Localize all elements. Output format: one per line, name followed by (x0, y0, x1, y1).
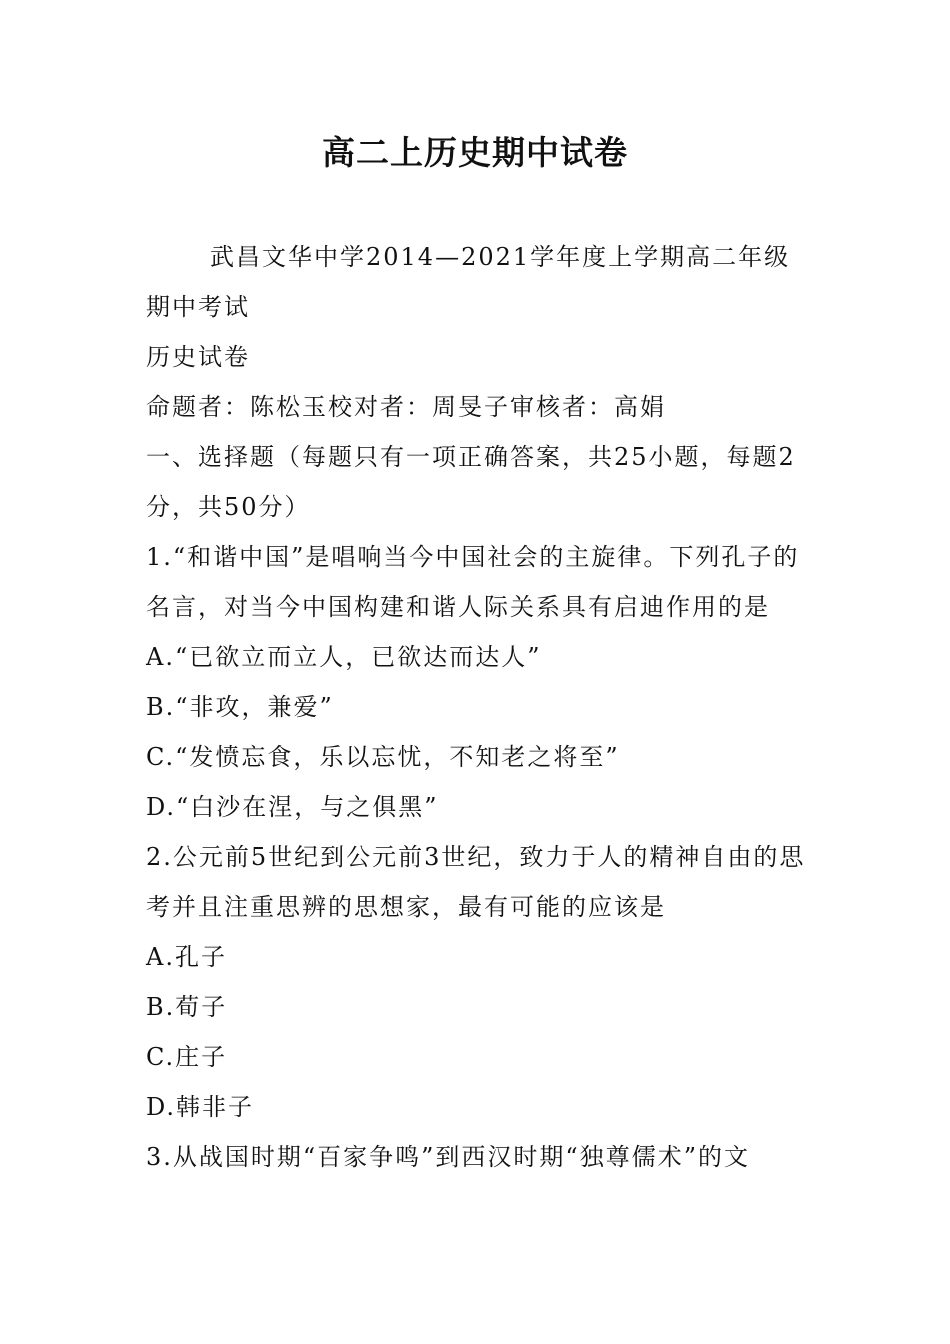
document-body (146, 232, 810, 1182)
answer-option: A.孔子 (146, 943, 227, 971)
page-title: 高二上历史期中试卷 (322, 133, 628, 172)
section-heading: 一、选择题（每题只有一项正确答案，共25小题，每题2分，共50分） (146, 443, 796, 521)
answer-option: B.荀子 (146, 993, 228, 1021)
question-stem: 2.公元前5世纪到公元前3世纪，致力于人的精神自由的思考并且注重思辨的思想家，最有可能的应该是 (146, 843, 806, 921)
school-exam-line: 武昌文华中学2014—2021学年度上学期高二年级期中考试 (146, 243, 791, 321)
answer-option: B.“非攻，兼爱” (146, 693, 334, 721)
staff-line: 命题者：陈松玉校对者：周旻子审核者：高娟 (146, 393, 666, 421)
question-stem: 1.“和谐中国”是唱响当今中国社会的主旋律。下列孔子的名言，对当今中国构建和谐人际关系具有启迪作用的是 (146, 543, 800, 621)
subject-line: 历史试卷 (146, 343, 250, 371)
question-stem: 3.从战国时期“百家争鸣”到西汉时期“独尊儒术”的文 (146, 1143, 750, 1171)
answer-option: A.“已欲立而立人，已欲达而达人” (146, 643, 542, 671)
answer-option: D.“白沙在涅，与之俱黑” (146, 793, 439, 821)
answer-option: D.韩非子 (146, 1093, 255, 1121)
answer-option: C.庄子 (146, 1043, 228, 1071)
answer-option: C.“发愤忘食，乐以忘忧，不知老之将至” (146, 743, 620, 771)
